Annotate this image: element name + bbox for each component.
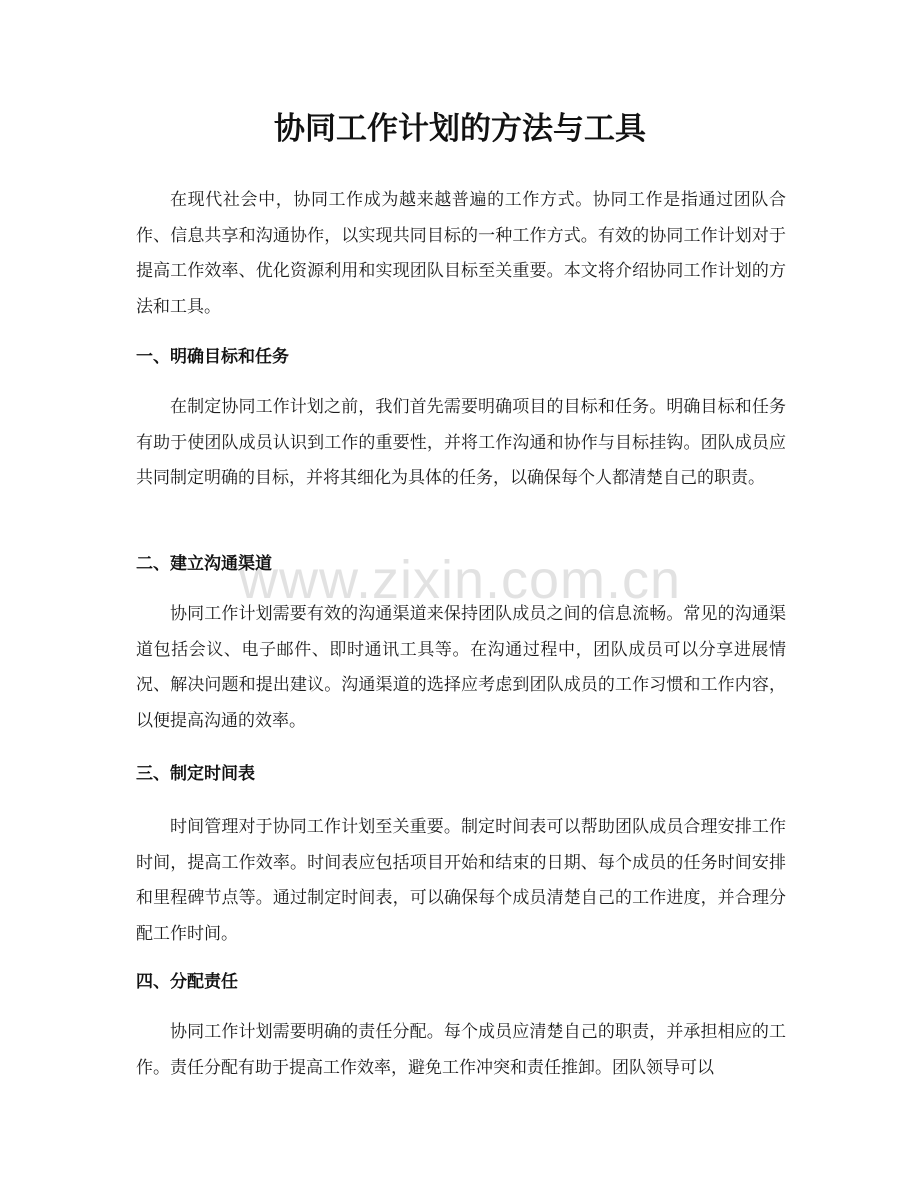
section-body-3: 时间管理对于协同工作计划至关重要。制定时间表可以帮助团队成员合理安排工作时间，提高工作效率。时间表应包括项目开始和结束的日期、每个成员的任务时间安排和里程碑节点等。通过制定时间表，可以确保每个成员清楚自己的工作进度，并合理分配工作时间。 bbox=[136, 817, 786, 944]
section-heading-3: 三、制定时间表 bbox=[136, 764, 255, 784]
section-heading-4: 四、分配责任 bbox=[136, 972, 238, 992]
section-body-4: 协同工作计划需要明确的责任分配。每个成员应清楚自己的职责，并承担相应的工作。责任分配有助于提高工作效率，避免工作冲突和责任推卸。团队领导可以 bbox=[136, 1022, 786, 1078]
section-body-2: 协同工作计划需要有效的沟通渠道来保持团队成员之间的信息流畅。常见的沟通渠道包括会议、电子邮件、即时通讯工具等。在沟通过程中，团队成员可以分享进展情况、解决问题和提出建议。沟通渠道的选择应考虑到团队成员的工作习惯和工作内容，以便提高沟通的效率。 bbox=[136, 604, 786, 731]
watermark: www.zixin.com.cn bbox=[238, 550, 682, 610]
document-title: 协同工作计划的方法与工具 bbox=[274, 111, 646, 147]
section-heading-2: 二、建立沟通渠道 bbox=[136, 554, 272, 574]
intro-paragraph: 在现代社会中，协同工作成为越来越普遍的工作方式。协同工作是指通过团队合作、信息共享和沟通协作，以实现共同目标的一种工作方式。有效的协同工作计划对于提高工作效率、优化资源利用和实现团队目标至关重要。本文将介绍协同工作计划的方法和工具。 bbox=[136, 190, 786, 317]
section-body-1: 在制定协同工作计划之前，我们首先需要明确项目的目标和任务。明确目标和任务有助于使团队成员认识到工作的重要性，并将工作沟通和协作与目标挂钩。团队成员应共同制定明确的目标，并将其细化为具体的任务，以确保每个人都清楚自己的职责。 bbox=[136, 397, 786, 488]
section-heading-1: 一、明确目标和任务 bbox=[136, 347, 289, 367]
